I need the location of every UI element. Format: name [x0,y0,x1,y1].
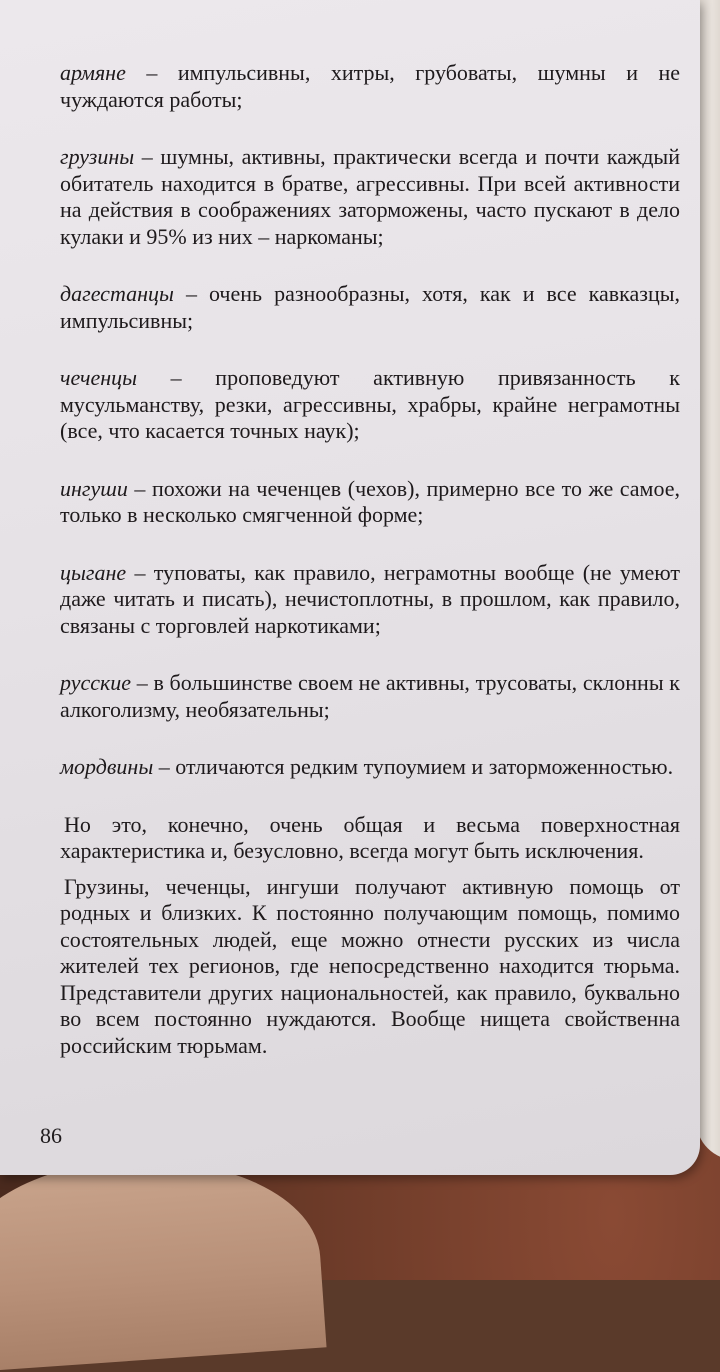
entry-ingush [60,476,680,529]
entry-term: мордвины [60,754,154,779]
entry-mordvins [60,754,680,781]
entry-armenians [60,60,680,113]
page-text [60,60,680,1059]
entry-text: – в большинстве своем не активны, трусоваты, склонны к алкоголизму, необязательны; [60,670,680,722]
entry-gypsies [60,560,680,640]
entry-dagestanis [60,281,680,334]
entry-chechens [60,365,680,445]
entry-russians [60,670,680,723]
page-number: 86 [40,1123,62,1148]
entry-text: – отличаются редким тупоумием и заторможенностью. [153,754,674,779]
entry-text: – очень разнообразны, хотя, как и все кавказцы, импульсивны; [60,281,680,333]
entry-term: цыгане [60,559,127,585]
closing-paragraph: Грузины, чеченцы, ингуши получают активную помощь от родных и близких. К постоянно получающим помощь, помимо состоятельных людей, еще можно отнести русских из числа жителей тех регионов, где непосредственно находится тюрьма. Представители других национальностей, как правило, буквально во всем постоянно нуждаются. Вообще нищета свойственна российским тюрьмам. [60,873,680,1058]
entry-text: – похожи на чеченцев (чехов), примерно все то же самое, только в несколько смягченной форме; [60,475,680,527]
entry-term: дагестанцы [60,281,174,306]
entry-text: – импульсивны, хитры, грубоваты, шумны и не чуждаются работы; [60,60,680,112]
entry-term: армяне [60,60,126,85]
entry-georgians [60,144,680,250]
entry-term: грузины [60,144,135,169]
entry-text: – шумны, активны, практически всегда и почти каждый обитатель находится в братве, агрессивны. При всей активности на действия в соображениях заторможены, часто пускают в дело кулаки и 95% из них – наркоманы; [60,144,680,249]
entry-term: ингуши [60,475,128,501]
entry-term: чеченцы [60,365,138,390]
entry-text: – проповедуют активную привязанность к мусульманству, резки, агрессивны, храбры, крайне неграмотны (все, что касается точных наук); [60,365,680,443]
entry-text: – туповаты, как правило, неграмотны вообще (не умеют даже читать и писать), нечистоплотны, в прошлом, как правило, связаны с торговлей наркотиками; [60,559,680,638]
summary-paragraph: Но это, конечно, очень общая и весьма поверхностная характеристика и, безусловно, всегда могут быть исключения. [60,811,680,863]
entry-term: русские [60,670,132,695]
